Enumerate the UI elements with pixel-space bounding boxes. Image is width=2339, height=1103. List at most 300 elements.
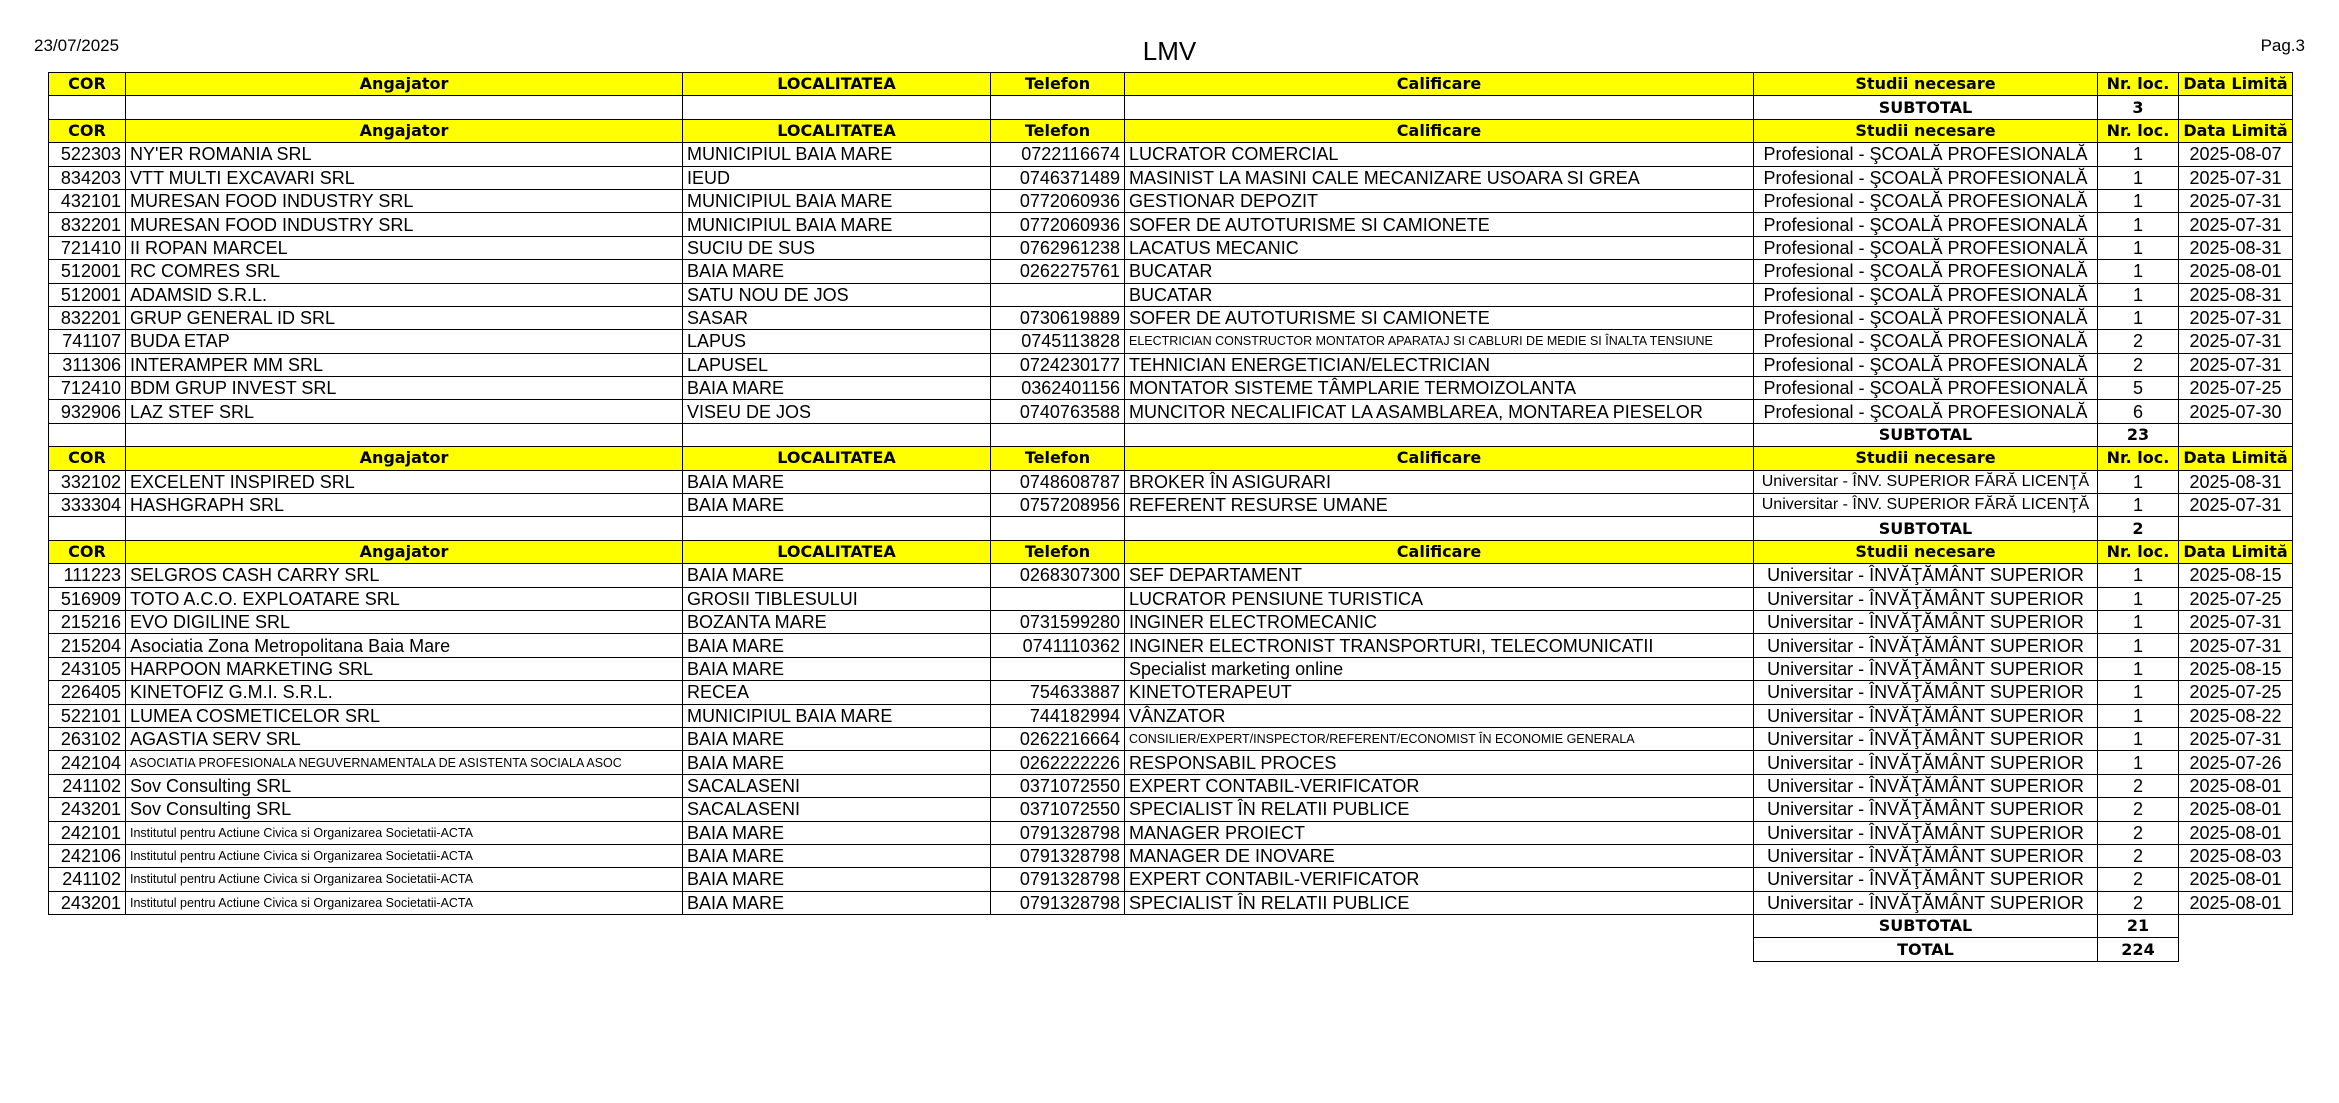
cell-angajator: VTT MULTI EXCAVARI SRL: [126, 166, 683, 189]
column-header-cor: COR: [49, 447, 126, 470]
cell-studii: Profesional - ŞCOALĂ PROFESIONALĂ: [1754, 260, 2098, 283]
empty-cell: [683, 423, 991, 446]
subtotal-row: [49, 96, 2293, 119]
cell-nr-loc: 1: [2098, 727, 2179, 750]
empty-cell: [683, 915, 991, 938]
cell-telefon: 0791328798: [991, 821, 1125, 844]
column-header-telefon: Telefon: [991, 119, 1125, 142]
cell-telefon: 0731599280: [991, 610, 1125, 633]
cell-telefon: 0746371489: [991, 166, 1125, 189]
cell-cor: 834203: [49, 166, 126, 189]
cell-nr-loc: 6: [2098, 400, 2179, 423]
empty-cell: [2179, 423, 2293, 446]
cell-cor: 215204: [49, 634, 126, 657]
cell-localitatea: BAIA MARE: [683, 634, 991, 657]
cell-calificare: TEHNICIAN ENERGETICIAN/ELECTRICIAN: [1125, 353, 1754, 376]
cell-calificare: EXPERT CONTABIL-VERIFICATOR: [1125, 868, 1754, 891]
report-title: LMV: [1142, 36, 1197, 66]
cell-studii: Universitar - ÎNVĂŢĂMÂNT SUPERIOR: [1754, 844, 2098, 867]
total-value: 224: [2098, 938, 2179, 961]
cell-localitatea: MUNICIPIUL BAIA MARE: [683, 189, 991, 212]
empty-cell: [49, 915, 126, 938]
cell-cor: 332102: [49, 470, 126, 493]
cell-angajator: HASHGRAPH SRL: [126, 494, 683, 517]
cell-calificare: BUCATAR: [1125, 260, 1754, 283]
cell-cor: 242101: [49, 821, 126, 844]
cell-calificare: GESTIONAR DEPOZIT: [1125, 189, 1754, 212]
cell-studii: Universitar - ÎNV. SUPERIOR FĂRĂ LICENŢĂ: [1754, 470, 2098, 493]
cell-cor: 242106: [49, 844, 126, 867]
cell-data-limita: 2025-08-01: [2179, 774, 2293, 797]
cell-data-limita: 2025-07-31: [2179, 634, 2293, 657]
cell-studii: Universitar - ÎNVĂŢĂMÂNT SUPERIOR: [1754, 868, 2098, 891]
cell-cor: 432101: [49, 189, 126, 212]
cell-cor: 522101: [49, 704, 126, 727]
cell-studii: Universitar - ÎNVĂŢĂMÂNT SUPERIOR: [1754, 704, 2098, 727]
cell-cor: 712410: [49, 377, 126, 400]
cell-studii: Profesional - ŞCOALĂ PROFESIONALĂ: [1754, 283, 2098, 306]
subtotal-value: 23: [2098, 423, 2179, 446]
cell-localitatea: MUNICIPIUL BAIA MARE: [683, 143, 991, 166]
column-header-data-limita: Data Limită: [2179, 73, 2293, 96]
vacancies-table: [48, 72, 2293, 962]
cell-studii: Universitar - ÎNVĂŢĂMÂNT SUPERIOR: [1754, 774, 2098, 797]
cell-studii: Universitar - ÎNVĂŢĂMÂNT SUPERIOR: [1754, 610, 2098, 633]
cell-localitatea: BAIA MARE: [683, 494, 991, 517]
cell-angajator: GRUP GENERAL ID SRL: [126, 306, 683, 329]
report-date: 23/07/2025: [34, 36, 120, 55]
cell-nr-loc: 1: [2098, 751, 2179, 774]
column-header-nr-loc: Nr. loc.: [2098, 447, 2179, 470]
empty-cell: [49, 517, 126, 540]
empty-cell: [991, 915, 1125, 938]
cell-localitatea: SUCIU DE SUS: [683, 236, 991, 259]
empty-cell: [126, 517, 683, 540]
table-row: [49, 353, 2293, 376]
table-row: [49, 400, 2293, 423]
empty-cell: [1125, 938, 1754, 961]
column-header-localitatea: LOCALITATEA: [683, 73, 991, 96]
cell-data-limita: 2025-08-31: [2179, 283, 2293, 306]
cell-calificare: SOFER DE AUTOTURISME SI CAMIONETE: [1125, 213, 1754, 236]
column-header-angajator: Angajator: [126, 447, 683, 470]
cell-localitatea: BAIA MARE: [683, 751, 991, 774]
table-row: [49, 634, 2293, 657]
cell-calificare: SPECIALIST ÎN RELATII PUBLICE: [1125, 798, 1754, 821]
cell-telefon: 0724230177: [991, 353, 1125, 376]
cell-localitatea: BAIA MARE: [683, 727, 991, 750]
cell-localitatea: MUNICIPIUL BAIA MARE: [683, 704, 991, 727]
cell-calificare: EXPERT CONTABIL-VERIFICATOR: [1125, 774, 1754, 797]
empty-cell: [2179, 915, 2293, 938]
cell-angajator: EVO DIGILINE SRL: [126, 610, 683, 633]
empty-cell: [991, 517, 1125, 540]
cell-telefon: 0748608787: [991, 470, 1125, 493]
subtotal-label: SUBTOTAL: [1754, 96, 2098, 119]
cell-data-limita: 2025-07-26: [2179, 751, 2293, 774]
cell-localitatea: SATU NOU DE JOS: [683, 283, 991, 306]
column-header-studii: Studii necesare: [1754, 447, 2098, 470]
cell-calificare: CONSILIER/EXPERT/INSPECTOR/REFERENT/ECONOMIST ÎN ECONOMIE GENERALA: [1125, 727, 1754, 750]
subtotal-label: SUBTOTAL: [1754, 517, 2098, 540]
cell-studii: Universitar - ÎNVĂŢĂMÂNT SUPERIOR: [1754, 891, 2098, 914]
total-row: [49, 938, 2293, 961]
table-row: [49, 143, 2293, 166]
table-row: [49, 704, 2293, 727]
table-row: [49, 821, 2293, 844]
cell-cor: 832201: [49, 306, 126, 329]
table-row: [49, 681, 2293, 704]
cell-localitatea: IEUD: [683, 166, 991, 189]
cell-studii: Profesional - ŞCOALĂ PROFESIONALĂ: [1754, 236, 2098, 259]
cell-calificare: INGINER ELECTRONIST TRANSPORTURI, TELECOMUNICATII: [1125, 634, 1754, 657]
cell-nr-loc: 1: [2098, 634, 2179, 657]
cell-localitatea: BAIA MARE: [683, 891, 991, 914]
column-header-data-limita: Data Limită: [2179, 447, 2293, 470]
cell-data-limita: 2025-08-31: [2179, 470, 2293, 493]
cell-localitatea: VISEU DE JOS: [683, 400, 991, 423]
cell-localitatea: BAIA MARE: [683, 868, 991, 891]
cell-data-limita: 2025-07-31: [2179, 330, 2293, 353]
table-row: [49, 494, 2293, 517]
cell-localitatea: SACALASENI: [683, 774, 991, 797]
cell-data-limita: 2025-08-01: [2179, 260, 2293, 283]
table-row: [49, 564, 2293, 587]
cell-cor: 512001: [49, 260, 126, 283]
table-row: [49, 727, 2293, 750]
cell-nr-loc: 2: [2098, 844, 2179, 867]
column-header-studii: Studii necesare: [1754, 540, 2098, 563]
empty-cell: [1125, 517, 1754, 540]
empty-cell: [126, 423, 683, 446]
column-header-localitatea: LOCALITATEA: [683, 540, 991, 563]
cell-studii: Profesional - ŞCOALĂ PROFESIONALĂ: [1754, 166, 2098, 189]
cell-cor: 241102: [49, 868, 126, 891]
cell-localitatea: LAPUSEL: [683, 353, 991, 376]
cell-data-limita: 2025-07-31: [2179, 189, 2293, 212]
cell-telefon: 0791328798: [991, 868, 1125, 891]
cell-nr-loc: 1: [2098, 704, 2179, 727]
cell-cor: 215216: [49, 610, 126, 633]
cell-telefon: 0722116674: [991, 143, 1125, 166]
cell-angajator: EXCELENT INSPIRED SRL: [126, 470, 683, 493]
cell-localitatea: SACALASENI: [683, 798, 991, 821]
cell-localitatea: BAIA MARE: [683, 470, 991, 493]
cell-data-limita: 2025-07-30: [2179, 400, 2293, 423]
table-row: [49, 751, 2293, 774]
cell-angajator: SELGROS CASH CARRY SRL: [126, 564, 683, 587]
cell-telefon: [991, 587, 1125, 610]
column-header-cor: COR: [49, 73, 126, 96]
cell-nr-loc: 1: [2098, 470, 2179, 493]
cell-angajator: LUMEA COSMETICELOR SRL: [126, 704, 683, 727]
cell-nr-loc: 1: [2098, 681, 2179, 704]
cell-angajator: ASOCIATIA PROFESIONALA NEGUVERNAMENTALA DE ASISTENTA SOCIALA ASOC: [126, 751, 683, 774]
column-header-cor: COR: [49, 119, 126, 142]
cell-nr-loc: 1: [2098, 213, 2179, 236]
cell-angajator: II ROPAN MARCEL: [126, 236, 683, 259]
subtotal-label: SUBTOTAL: [1754, 423, 2098, 446]
cell-angajator: AGASTIA SERV SRL: [126, 727, 683, 750]
subtotal-label: SUBTOTAL: [1754, 915, 2098, 938]
column-header-cor: COR: [49, 540, 126, 563]
cell-cor: 243201: [49, 798, 126, 821]
table-row: [49, 166, 2293, 189]
cell-angajator: MURESAN FOOD INDUSTRY SRL: [126, 189, 683, 212]
cell-angajator: Asociatia Zona Metropolitana Baia Mare: [126, 634, 683, 657]
empty-cell: [2179, 938, 2293, 961]
column-header-studii: Studii necesare: [1754, 119, 2098, 142]
cell-telefon: 0762961238: [991, 236, 1125, 259]
table-row: [49, 377, 2293, 400]
cell-localitatea: BAIA MARE: [683, 844, 991, 867]
column-header-localitatea: LOCALITATEA: [683, 119, 991, 142]
cell-angajator: HARPOON MARKETING SRL: [126, 657, 683, 680]
subtotal-row: [49, 517, 2293, 540]
cell-angajator: Institutul pentru Actiune Civica si Organizarea Societatii-ACTA: [126, 844, 683, 867]
cell-localitatea: BAIA MARE: [683, 821, 991, 844]
cell-calificare: Specialist marketing online: [1125, 657, 1754, 680]
cell-nr-loc: 1: [2098, 260, 2179, 283]
cell-angajator: Institutul pentru Actiune Civica si Organizarea Societatii-ACTA: [126, 821, 683, 844]
cell-studii: Universitar - ÎNVĂŢĂMÂNT SUPERIOR: [1754, 634, 2098, 657]
cell-studii: Universitar - ÎNVĂŢĂMÂNT SUPERIOR: [1754, 587, 2098, 610]
cell-angajator: Institutul pentru Actiune Civica si Organizarea Societatii-ACTA: [126, 868, 683, 891]
cell-studii: Profesional - ŞCOALĂ PROFESIONALĂ: [1754, 143, 2098, 166]
column-header-nr-loc: Nr. loc.: [2098, 119, 2179, 142]
cell-cor: 721410: [49, 236, 126, 259]
cell-calificare: VÂNZATOR: [1125, 704, 1754, 727]
subtotal-row: [49, 915, 2293, 938]
cell-data-limita: 2025-07-25: [2179, 377, 2293, 400]
cell-telefon: [991, 657, 1125, 680]
table-row: [49, 236, 2293, 259]
cell-cor: 242104: [49, 751, 126, 774]
cell-telefon: 0730619889: [991, 306, 1125, 329]
empty-cell: [1125, 915, 1754, 938]
subtotal-value: 3: [2098, 96, 2179, 119]
table-row: [49, 891, 2293, 914]
cell-angajator: NY'ER ROMANIA SRL: [126, 143, 683, 166]
cell-studii: Universitar - ÎNVĂŢĂMÂNT SUPERIOR: [1754, 681, 2098, 704]
cell-studii: Profesional - ŞCOALĂ PROFESIONALĂ: [1754, 377, 2098, 400]
column-header-calificare: Calificare: [1125, 447, 1754, 470]
cell-angajator: BDM GRUP INVEST SRL: [126, 377, 683, 400]
cell-telefon: 744182994: [991, 704, 1125, 727]
cell-calificare: MANAGER DE INOVARE: [1125, 844, 1754, 867]
column-header-localitatea: LOCALITATEA: [683, 447, 991, 470]
cell-telefon: 0268307300: [991, 564, 1125, 587]
cell-angajator: ADAMSID S.R.L.: [126, 283, 683, 306]
empty-cell: [1125, 96, 1754, 119]
cell-studii: Profesional - ŞCOALĂ PROFESIONALĂ: [1754, 400, 2098, 423]
empty-cell: [126, 938, 683, 961]
cell-cor: 243201: [49, 891, 126, 914]
cell-telefon: 0262216664: [991, 727, 1125, 750]
cell-angajator: Sov Consulting SRL: [126, 774, 683, 797]
cell-calificare: SPECIALIST ÎN RELATII PUBLICE: [1125, 891, 1754, 914]
column-header-data-limita: Data Limită: [2179, 119, 2293, 142]
cell-localitatea: LAPUS: [683, 330, 991, 353]
subtotal-value: 2: [2098, 517, 2179, 540]
cell-nr-loc: 1: [2098, 657, 2179, 680]
cell-studii: Universitar - ÎNVĂŢĂMÂNT SUPERIOR: [1754, 727, 2098, 750]
cell-nr-loc: 2: [2098, 774, 2179, 797]
cell-calificare: SOFER DE AUTOTURISME SI CAMIONETE: [1125, 306, 1754, 329]
cell-studii: Universitar - ÎNVĂŢĂMÂNT SUPERIOR: [1754, 821, 2098, 844]
cell-angajator: Institutul pentru Actiune Civica si Organizarea Societatii-ACTA: [126, 891, 683, 914]
cell-angajator: MURESAN FOOD INDUSTRY SRL: [126, 213, 683, 236]
table-row: [49, 657, 2293, 680]
table-row: [49, 260, 2293, 283]
cell-telefon: 0772060936: [991, 189, 1125, 212]
cell-data-limita: 2025-07-25: [2179, 681, 2293, 704]
cell-telefon: 0371072550: [991, 774, 1125, 797]
cell-telefon: 0740763588: [991, 400, 1125, 423]
cell-localitatea: BAIA MARE: [683, 657, 991, 680]
cell-angajator: KINETOFIZ G.M.I. S.R.L.: [126, 681, 683, 704]
column-header-studii: Studii necesare: [1754, 73, 2098, 96]
cell-cor: 512001: [49, 283, 126, 306]
cell-data-limita: 2025-08-01: [2179, 868, 2293, 891]
empty-cell: [683, 938, 991, 961]
table-row: [49, 213, 2293, 236]
cell-nr-loc: 1: [2098, 494, 2179, 517]
column-header-telefon: Telefon: [991, 447, 1125, 470]
column-header-angajator: Angajator: [126, 119, 683, 142]
cell-studii: Universitar - ÎNV. SUPERIOR FĂRĂ LICENŢĂ: [1754, 494, 2098, 517]
cell-localitatea: BAIA MARE: [683, 260, 991, 283]
cell-calificare: LACATUS MECANIC: [1125, 236, 1754, 259]
cell-cor: 241102: [49, 774, 126, 797]
cell-nr-loc: 2: [2098, 330, 2179, 353]
cell-calificare: MONTATOR SISTEME TÂMPLARIE TERMOIZOLANTA: [1125, 377, 1754, 400]
cell-telefon: 754633887: [991, 681, 1125, 704]
cell-studii: Universitar - ÎNVĂŢĂMÂNT SUPERIOR: [1754, 657, 2098, 680]
cell-cor: 522303: [49, 143, 126, 166]
cell-studii: Profesional - ŞCOALĂ PROFESIONALĂ: [1754, 213, 2098, 236]
cell-studii: Universitar - ÎNVĂŢĂMÂNT SUPERIOR: [1754, 564, 2098, 587]
cell-data-limita: 2025-07-31: [2179, 166, 2293, 189]
cell-nr-loc: 2: [2098, 821, 2179, 844]
empty-cell: [1125, 423, 1754, 446]
cell-telefon: 0371072550: [991, 798, 1125, 821]
column-header-row: [49, 447, 2293, 470]
cell-nr-loc: 1: [2098, 166, 2179, 189]
page-number: Pag.3: [2260, 36, 2305, 55]
table-row: [49, 868, 2293, 891]
cell-cor: 516909: [49, 587, 126, 610]
cell-nr-loc: 2: [2098, 868, 2179, 891]
cell-nr-loc: 1: [2098, 610, 2179, 633]
cell-nr-loc: 1: [2098, 143, 2179, 166]
column-header-calificare: Calificare: [1125, 73, 1754, 96]
column-header-angajator: Angajator: [126, 540, 683, 563]
cell-data-limita: 2025-08-22: [2179, 704, 2293, 727]
cell-data-limita: 2025-08-07: [2179, 143, 2293, 166]
cell-calificare: REFERENT RESURSE UMANE: [1125, 494, 1754, 517]
table-row: [49, 189, 2293, 212]
cell-studii: Universitar - ÎNVĂŢĂMÂNT SUPERIOR: [1754, 751, 2098, 774]
cell-data-limita: 2025-08-15: [2179, 564, 2293, 587]
empty-cell: [683, 517, 991, 540]
cell-angajator: LAZ STEF SRL: [126, 400, 683, 423]
empty-cell: [49, 96, 126, 119]
empty-cell: [991, 96, 1125, 119]
column-header-row: [49, 540, 2293, 563]
cell-data-limita: 2025-07-25: [2179, 587, 2293, 610]
column-header-data-limita: Data Limită: [2179, 540, 2293, 563]
cell-cor: 226405: [49, 681, 126, 704]
empty-cell: [49, 938, 126, 961]
cell-studii: Profesional - ŞCOALĂ PROFESIONALĂ: [1754, 306, 2098, 329]
column-header-nr-loc: Nr. loc.: [2098, 540, 2179, 563]
empty-cell: [2179, 96, 2293, 119]
cell-telefon: 0791328798: [991, 844, 1125, 867]
column-header-row: [49, 73, 2293, 96]
cell-calificare: SEF DEPARTAMENT: [1125, 564, 1754, 587]
cell-telefon: 0791328798: [991, 891, 1125, 914]
empty-cell: [49, 423, 126, 446]
cell-cor: 932906: [49, 400, 126, 423]
subtotal-row: [49, 423, 2293, 446]
cell-nr-loc: 1: [2098, 236, 2179, 259]
cell-localitatea: RECEA: [683, 681, 991, 704]
cell-data-limita: 2025-08-01: [2179, 891, 2293, 914]
cell-localitatea: BAIA MARE: [683, 564, 991, 587]
cell-nr-loc: 2: [2098, 891, 2179, 914]
cell-localitatea: MUNICIPIUL BAIA MARE: [683, 213, 991, 236]
empty-cell: [991, 938, 1125, 961]
cell-telefon: 0362401156: [991, 377, 1125, 400]
column-header-row: [49, 119, 2293, 142]
cell-calificare: BROKER ÎN ASIGURARI: [1125, 470, 1754, 493]
cell-data-limita: 2025-07-31: [2179, 727, 2293, 750]
empty-cell: [991, 423, 1125, 446]
cell-telefon: 0757208956: [991, 494, 1125, 517]
cell-angajator: RC COMRES SRL: [126, 260, 683, 283]
cell-calificare: MUNCITOR NECALIFICAT LA ASAMBLAREA, MONTAREA PIESELOR: [1125, 400, 1754, 423]
cell-data-limita: 2025-08-01: [2179, 798, 2293, 821]
cell-data-limita: 2025-07-31: [2179, 306, 2293, 329]
cell-calificare: LUCRATOR COMERCIAL: [1125, 143, 1754, 166]
cell-nr-loc: 5: [2098, 377, 2179, 400]
cell-data-limita: 2025-08-31: [2179, 236, 2293, 259]
table-row: [49, 610, 2293, 633]
empty-cell: [126, 96, 683, 119]
cell-calificare: BUCATAR: [1125, 283, 1754, 306]
empty-cell: [2179, 517, 2293, 540]
cell-cor: 832201: [49, 213, 126, 236]
empty-cell: [126, 915, 683, 938]
cell-localitatea: GROSII TIBLESULUI: [683, 587, 991, 610]
cell-nr-loc: 1: [2098, 587, 2179, 610]
cell-studii: Profesional - ŞCOALĂ PROFESIONALĂ: [1754, 353, 2098, 376]
total-label: TOTAL: [1754, 938, 2098, 961]
cell-telefon: [991, 283, 1125, 306]
cell-data-limita: 2025-08-03: [2179, 844, 2293, 867]
cell-angajator: INTERAMPER MM SRL: [126, 353, 683, 376]
cell-cor: 243105: [49, 657, 126, 680]
table-row: [49, 798, 2293, 821]
column-header-calificare: Calificare: [1125, 540, 1754, 563]
subtotal-value: 21: [2098, 915, 2179, 938]
cell-data-limita: 2025-07-31: [2179, 494, 2293, 517]
cell-calificare: MANAGER PROIECT: [1125, 821, 1754, 844]
cell-telefon: 0741110362: [991, 634, 1125, 657]
cell-calificare: RESPONSABIL PROCES: [1125, 751, 1754, 774]
cell-nr-loc: 2: [2098, 798, 2179, 821]
